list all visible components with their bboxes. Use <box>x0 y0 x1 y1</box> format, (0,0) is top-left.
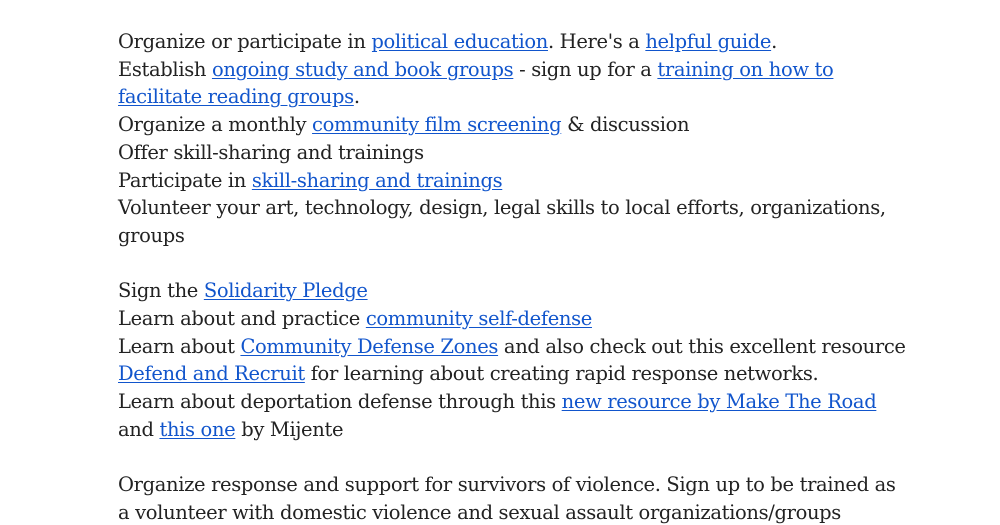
link-training-facilitate-part2[interactable]: facilitate reading groups <box>118 85 354 109</box>
link-solidarity-pledge[interactable]: Solidarity Pledge <box>203 279 368 303</box>
text-line: Volunteer your art, technology, design, legal skills to local efforts, organizations, <box>118 196 886 220</box>
paragraph-gap <box>118 250 918 278</box>
text-run: Establish <box>118 57 212 81</box>
paragraph-defense-zones <box>118 333 918 388</box>
paragraph-gap <box>118 444 918 472</box>
link-helpful-guide[interactable]: helpful guide <box>645 30 772 53</box>
paragraph-participate-skill-sharing <box>118 167 918 195</box>
text-line: a volunteer with domestic violence and sexual assault organizations/groups <box>118 500 841 524</box>
text-run: Participate in <box>118 168 252 192</box>
paragraph-volunteer-skills <box>118 194 918 249</box>
paragraph-political-education <box>118 28 918 56</box>
paragraph-solidarity-pledge <box>118 277 918 305</box>
text-line <box>118 56 918 84</box>
link-make-the-road-resource[interactable]: new resource by Make The Road <box>561 390 877 414</box>
paragraph-film-screening <box>118 111 918 139</box>
text-run: Learn about and practice <box>118 307 366 331</box>
link-political-education[interactable]: political education <box>371 30 548 53</box>
text-line <box>118 305 918 333</box>
text-line <box>118 416 918 444</box>
text-run: by Mijente <box>235 417 344 441</box>
text-run: . Here's a <box>547 30 646 53</box>
document-body <box>118 28 918 525</box>
link-defend-and-recruit[interactable]: Defend and Recruit <box>118 362 305 386</box>
text-run: Organize a monthly <box>118 113 313 137</box>
text-run: Learn about deportation defense through this <box>118 390 562 414</box>
text-line <box>118 360 918 388</box>
paragraph-offer-skill-sharing <box>118 139 918 167</box>
text-run: . <box>771 30 777 53</box>
paragraph-deportation-defense <box>118 388 918 443</box>
text-run: and <box>118 417 160 441</box>
link-community-self-defense[interactable]: community self-defense <box>365 307 592 331</box>
text-line <box>118 388 918 416</box>
text-run: for learning about creating rapid response networks. <box>304 362 819 386</box>
text-line <box>118 83 918 111</box>
text-run: . <box>353 85 360 109</box>
text-line <box>118 167 918 195</box>
text-line <box>118 28 918 56</box>
text-run: and also check out this excellent resource <box>498 334 906 358</box>
paragraph-study-groups <box>118 56 918 111</box>
link-this-one[interactable]: this one <box>159 417 236 441</box>
text-line <box>118 333 918 361</box>
text-line <box>118 111 918 139</box>
paragraph-survivor-support <box>118 471 918 525</box>
link-study-book-groups[interactable]: ongoing study and book groups <box>211 57 514 81</box>
link-community-defense-zones[interactable]: Community Defense Zones <box>240 334 499 358</box>
link-training-facilitate-part1[interactable]: training on how to <box>657 57 834 81</box>
text-run: & discussion <box>561 113 690 137</box>
text-line <box>118 277 918 305</box>
paragraph-self-defense <box>118 305 918 333</box>
link-skill-sharing-trainings[interactable]: skill-sharing and trainings <box>251 168 503 192</box>
text-run: - sign up for a <box>513 57 658 81</box>
text-run: Learn about <box>118 334 241 358</box>
text-line: groups <box>118 223 185 247</box>
link-community-film-screening[interactable]: community film screening <box>312 113 562 137</box>
text-line: Organize response and support for survivors of violence. Sign up to be trained as <box>118 473 896 497</box>
text-run: Sign the <box>118 279 204 303</box>
text-line: Offer skill-sharing and trainings <box>118 140 424 164</box>
text-run: Organize or participate in <box>118 30 372 53</box>
